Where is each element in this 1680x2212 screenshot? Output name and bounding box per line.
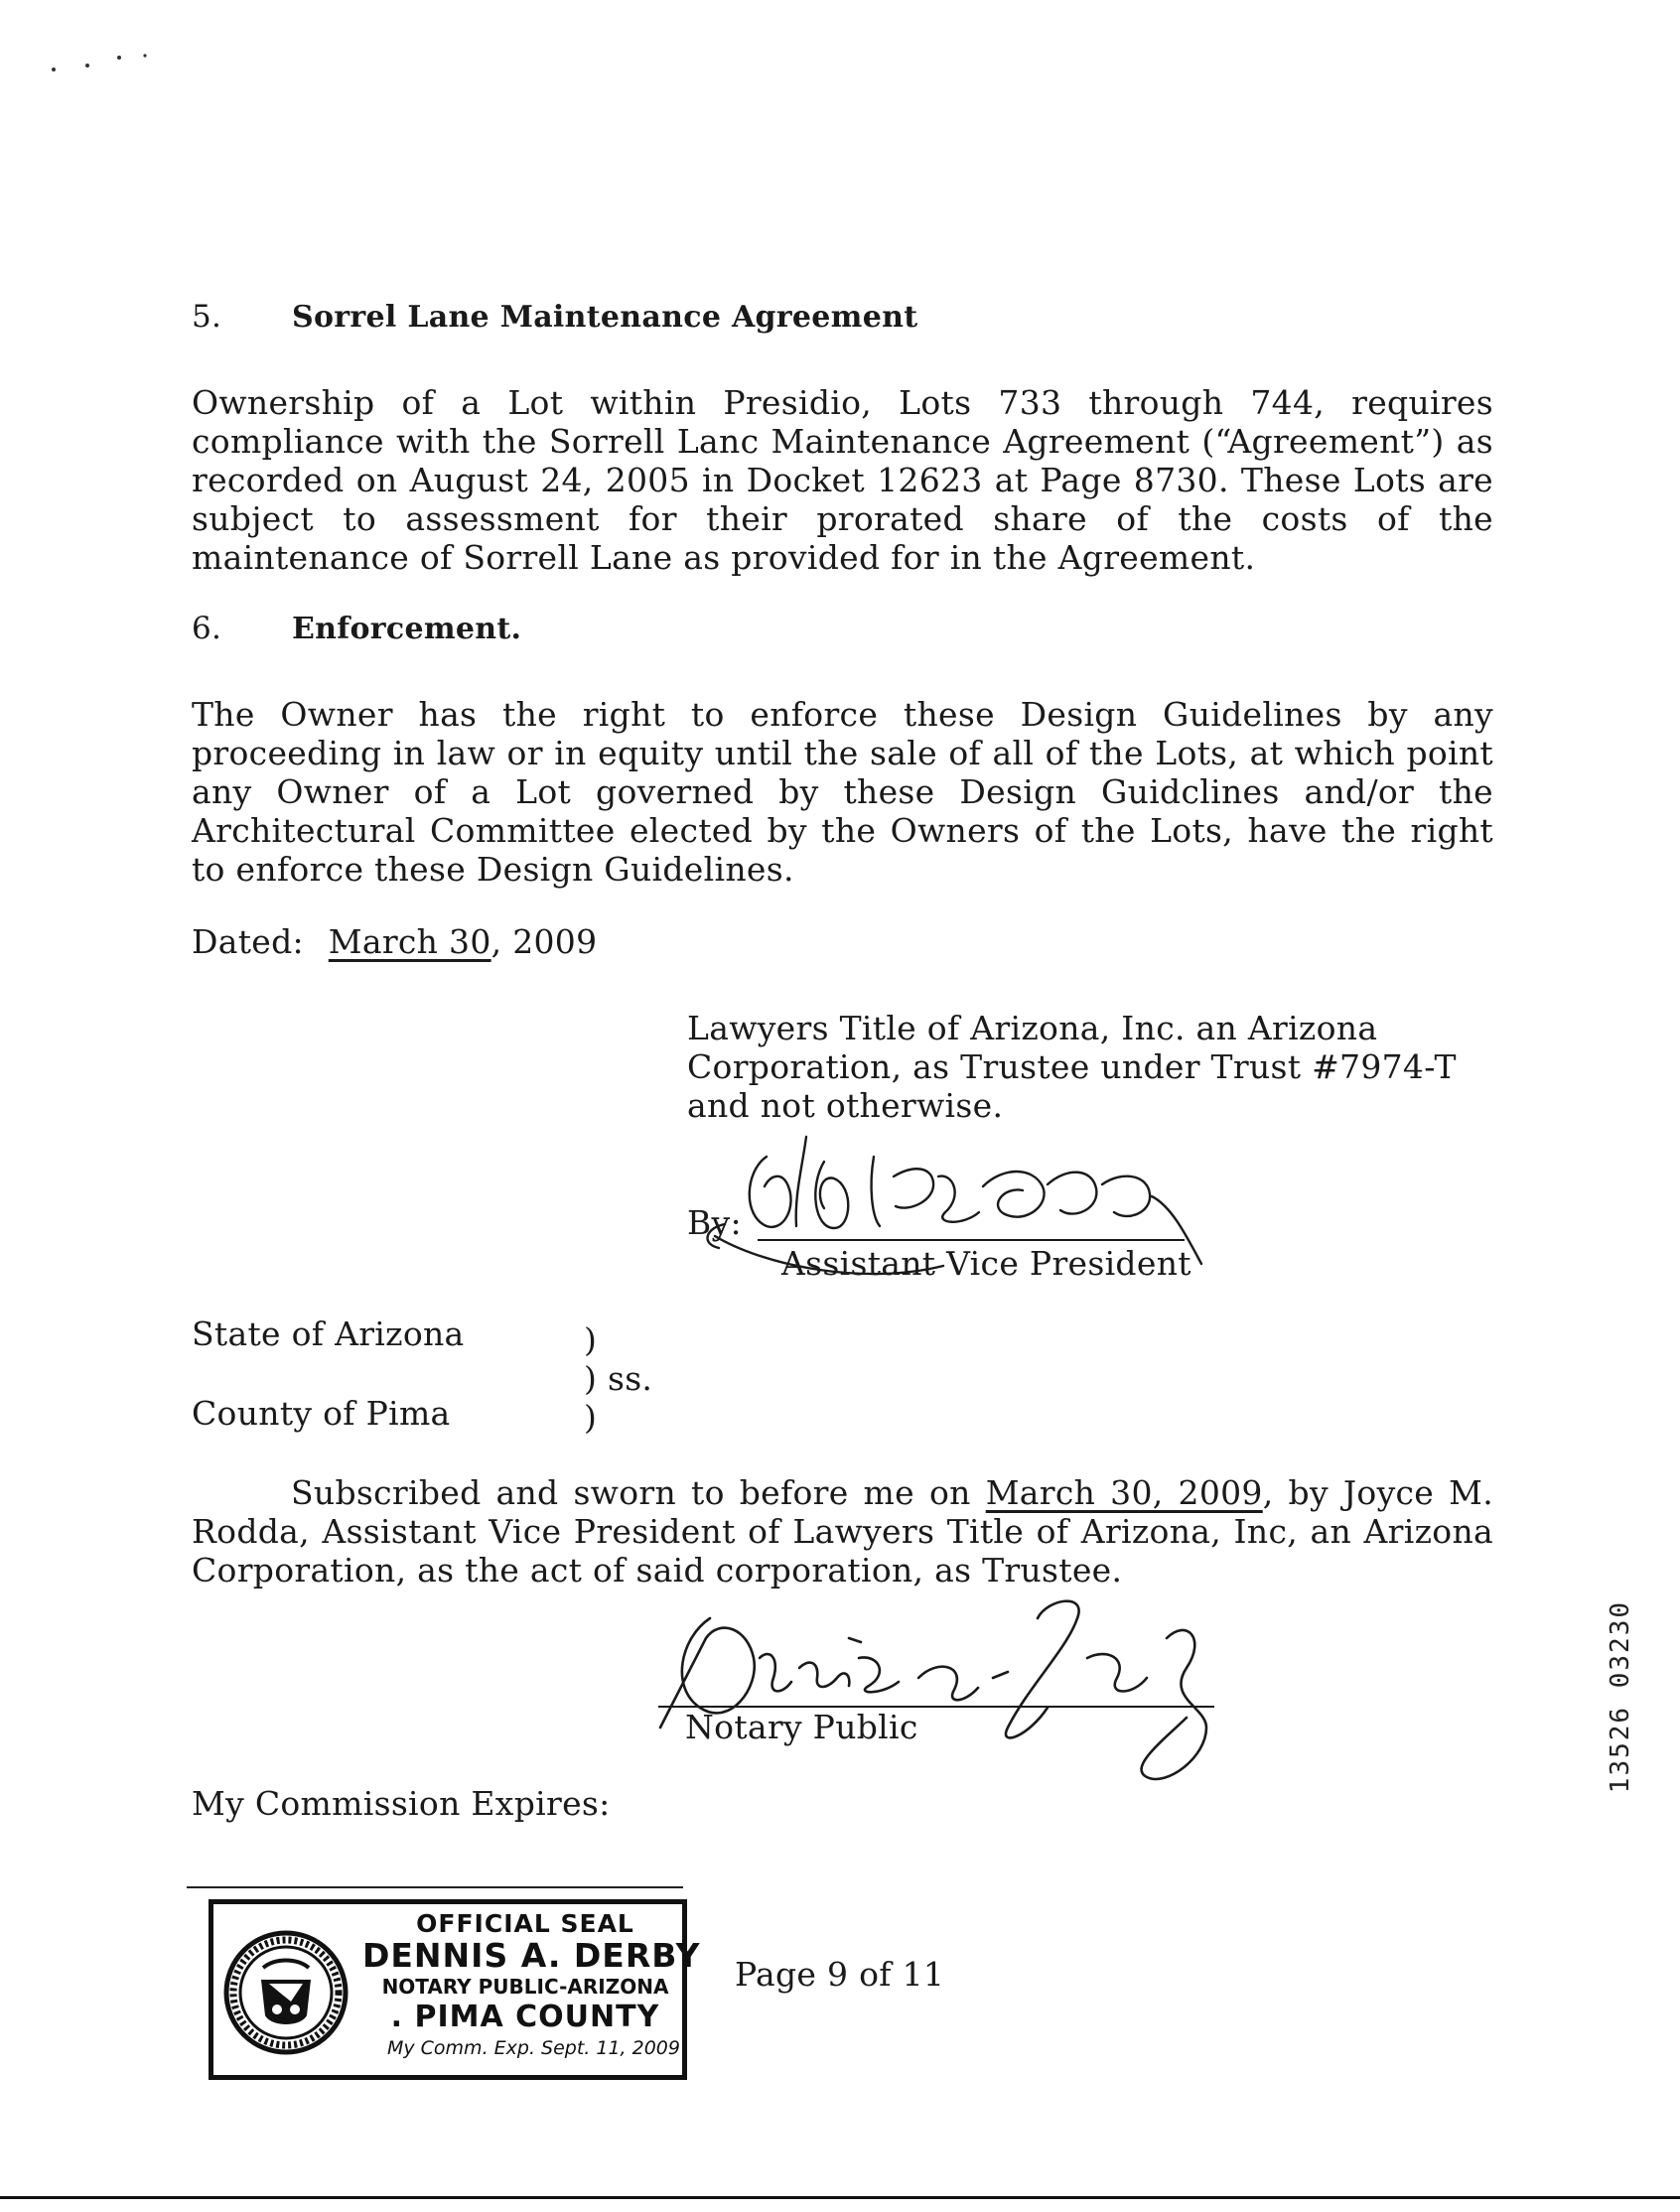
venue-state: State of Arizona [192, 1314, 465, 1353]
venue-paren-ss: ) ss. [584, 1359, 653, 1398]
seal-name: DENNIS A. DERBY [362, 1936, 701, 1975]
seal-official: OFFICIAL SEAL [416, 1909, 634, 1938]
notary-seal-stamp [209, 1899, 701, 2080]
seal-expiration: My Comm. Exp. Sept. 11, 2009 [386, 2037, 680, 2059]
trustee-line-3: and not otherwise. [687, 1086, 1004, 1125]
dated-date: March 30 [328, 922, 491, 961]
venue-paren-1: ) [584, 1320, 598, 1359]
section-6-number: 6. [192, 611, 222, 646]
jurat-suffix: , by Joyce M. Rodda, Assistant Vice President of Lawyers Title of Arizona, Inc, an Arizona Corporation, as the act of said corporation, as Trustee. [192, 1473, 1493, 1590]
dated-label: Dated: [192, 922, 304, 961]
section-5-number: 5. [192, 299, 222, 335]
trustee-line-1: Lawyers Title of Arizona, Inc. an Arizona [687, 1009, 1378, 1047]
trustee-block [687, 1009, 1501, 1125]
section-6-body: The Owner has the right to enforce these Design Guidelines by any proceeding in law or in equity until the sale of all of the Lots, at which point any Owner of a Lot governed by these Design Guidclines and/or the Architectural Committee elected by the Owners of the Lots, have the right to enforce these Design Guidelines. [192, 695, 1493, 889]
venue-paren-3: ) [584, 1398, 598, 1437]
signer-title: Assistant Vice President [781, 1244, 1191, 1283]
stamp-edge-line [187, 1886, 683, 1888]
commission-expires: My Commission Expires: [192, 1784, 611, 1823]
jurat-prefix: Subscribed and sworn to before me on [291, 1473, 971, 1512]
seal-county: . PIMA COUNTY [390, 2000, 660, 2034]
arizona-seal-emblem-icon [221, 1918, 350, 2067]
dated-line [192, 922, 887, 961]
jurat-date: March 30, 2009 [985, 1473, 1263, 1512]
venue-county: County of Pima [192, 1394, 451, 1433]
section-6-heading [192, 610, 1085, 648]
section-5-body: Ownership of a Lot within Presidio, Lots 733 through 744, requires compliance with the Sorrell Lanc Maintenance Agreement (“Agreement”) as recorded on August 24, 2005 in Docket 12623 at Page 8730. These Lots are subject to assessment for their prorated share of the costs of the maintenance of Sorrell Lane as provided for in the Agreement. [192, 383, 1493, 577]
page-number: Page 9 of 11 [735, 1955, 945, 1994]
recording-number: 13526 03230 [1606, 1600, 1635, 1794]
dated-year: , 2009 [490, 922, 598, 961]
section-5-heading [192, 298, 1085, 337]
section-6-title: Enforcement. [292, 612, 522, 646]
trustee-line-2: Corporation, as Trustee under Trust #7974-T [687, 1047, 1457, 1086]
jurat-paragraph [192, 1473, 1493, 1590]
notary-label: Notary Public [685, 1708, 918, 1746]
scan-bottom-edge [0, 2196, 1680, 2199]
seal-notary-public: NOTARY PUBLIC-ARIZONA [381, 1975, 669, 1999]
trustee-signature [685, 1117, 1241, 1296]
by-label: By: [687, 1203, 742, 1242]
scan-specks [40, 50, 159, 79]
seal-text [362, 1909, 701, 2061]
section-5-title: Sorrel Lane Maintenance Agreement [292, 300, 918, 335]
notary-signature [650, 1579, 1266, 1817]
